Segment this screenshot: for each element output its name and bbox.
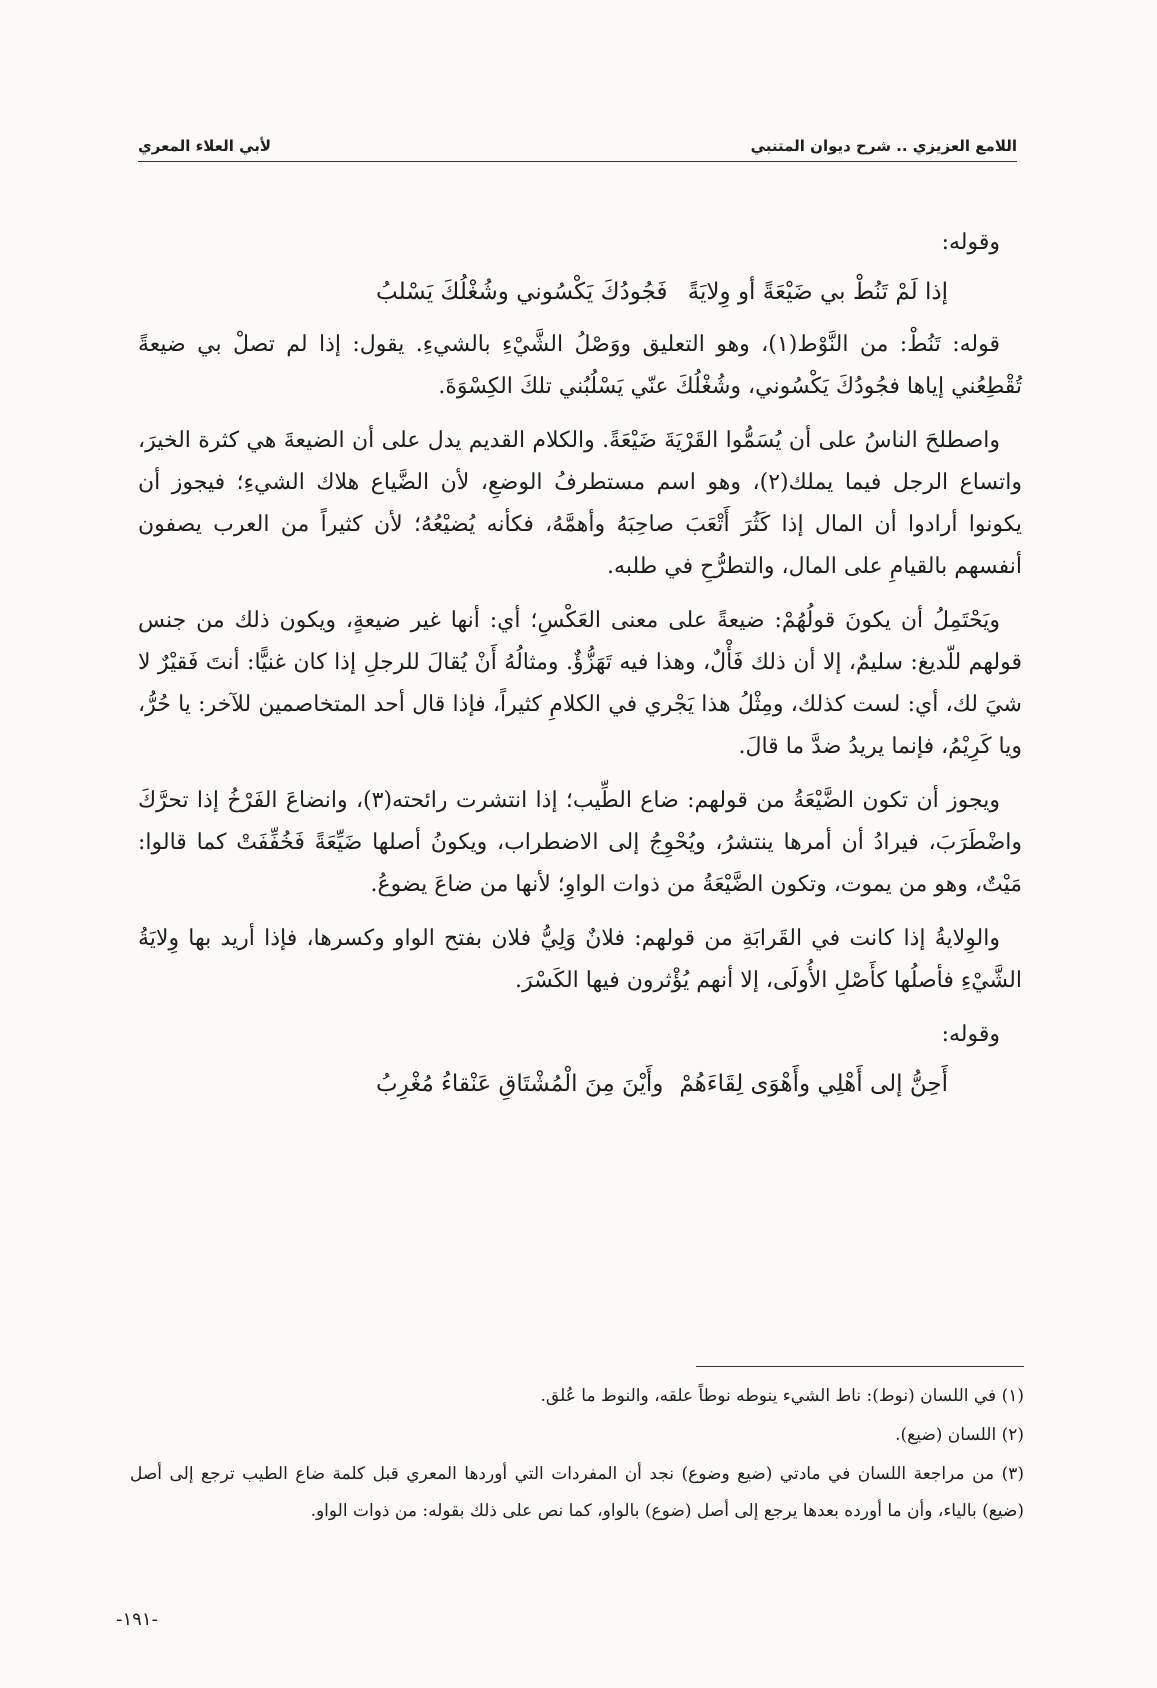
verse-first-hemistich: إذا لَمْ تَنُطْ بي ضَيْعَةً أو وِلايَةً <box>687 279 948 305</box>
running-header <box>138 125 1017 162</box>
quote-label: وقوله: <box>941 230 1000 255</box>
footnotes <box>130 1378 1024 1532</box>
quote-label: وقوله: <box>941 1022 1000 1047</box>
footnote-divider <box>696 1366 1024 1367</box>
footnote: (١) في اللسان (نوط): ناط الشيء ينوطه نوطاً علقه، والنوط ما عُلق. <box>540 1386 1024 1406</box>
footnote: (٣) من مراجعة اللسان في مادتي (ضيع وضوع) نجد أن المفردات التي أوردها المعري قبل كلمة ضاع الطيب ترجع إلى أصل (ضيع) بالياء، وأن ما أورده بعدها يرجع إلى أصل (ضوع) بالواو، كما نص على ذلك بقوله: من ذوات الواو. <box>130 1464 1024 1521</box>
verse-second-hemistich: فَجُودُكَ يَكْسُوني وشُغْلُكَ يَسْلبُ <box>376 279 668 305</box>
paragraph: ويَحْتَمِلُ أن يكونَ قولُهُمْ: ضيعةً على معنى العَكْسِ؛ أي: أنها غير ضيعةٍ، ويكون ذلك من جنس قولهم للّديغ: سليمٌ، إلا أن ذلك فَأْلٌ، وهذا فيه تَهَزُّؤٌ. ومثالُهُ أَنْ يُقالَ للرجلِ إذا كان غنيًّا: أنتَ فَقيْرٌ لا شيَ لك، أي: لست كذلك، ومِثْلُ هذا يَجْري في الكلامِ كثيراً، فإذا قال أحد المتخاصمين للآخر: يا حُرُّ، ويا كَرِيْمُ، فإنما يريدُ ضدَّ ما قالَ. <box>138 608 1022 759</box>
verse-second-hemistich: وأَيْنَ مِنَ الْمُشْتَاقِ عَنْقاءُ مُغْرِبُ <box>376 1071 664 1097</box>
verse-first-hemistich: أَحِنُّ إلى أَهْلِي وأَهْوَى لِقَاءَهُمْ <box>679 1071 948 1097</box>
main-text <box>138 222 1022 1116</box>
footnote: (٢) اللسان (ضيع). <box>895 1425 1024 1445</box>
paragraph: والوِلايةُ إذا كانت في القَرابَةِ من قولهم: فلانٌ وَلِيُّ فلان بفتح الواو وكسرها، فإذا أريد بها وِلايَةُ الشَّيْءِ فأصلُها كأَصْلِ الأُولَى، إلا أنهم يُؤْثرون فيها الكَسْرَ. <box>138 926 1022 993</box>
paragraph: قوله: تَنُطْ: من النَّوْط(١)، وهو التعليق ووَصْلُ الشَّيْءِ بالشيءِ. يقول: إذا لم تصلْ بي ضيعةً تُقْطِعُني إياها فجُودُكَ يَكْسُوني، وشُغْلُكَ عنّي يَسْلُبُني تلكَ الكِسْوَةَ. <box>138 332 1022 399</box>
paragraph: ويجوز أن تكون الضَّيْعَةُ من قولهم: ضاع الطِّيب؛ إذا انتشرت رائحته(٣)، وانضاعَ الفَرْخُ إذا تحرَّكَ واضْطَرَبَ، فيرادُ أن أمرها ينتشرُ، ويُحْوِجُ إلى الاضطراب، ويكونُ أصلها ضَيِّعَةً فَخُفِّفَتْ كما قالوا: مَيْتٌ، وهو من يموت، وتكون الضَّيْعَةُ من ذوات الواوِ؛ لأنها من ضاعَ يضوعُ. <box>138 788 1022 897</box>
page-number: -١٩١- <box>116 1609 159 1630</box>
paragraph: واصطلحَ الناسُ على أن يُسَمُّوا القَرْيَةَ ضَيْعَةً. والكلام القديم يدل على أن الضيعةَ هي كثرة الخيرَ، واتساع الرجل فيما يملك(٢)، وهو اسم مستطرفُ الوضعِ، لأن الضَّياع هلاك الشيءِ؛ فيجوز أن يكونوا أرادوا أن المال إذا كَثُرَ أَتْعَبَ صاحِبَهُ وأهمَّهُ، فكأنه يُضيْعُهُ؛ لأن كثيراً من العرب يصفون أنفسهم بالقيامِ على المال، والتطرُّحِ في طلبه. <box>138 428 1022 579</box>
poem-verse <box>138 1062 1022 1106</box>
book-title: اللامع العزيزي .. شرح ديوان المتنبي <box>750 137 1017 155</box>
author-title: لأبي العلاء المعري <box>138 137 272 155</box>
poem-verse <box>138 270 1022 314</box>
